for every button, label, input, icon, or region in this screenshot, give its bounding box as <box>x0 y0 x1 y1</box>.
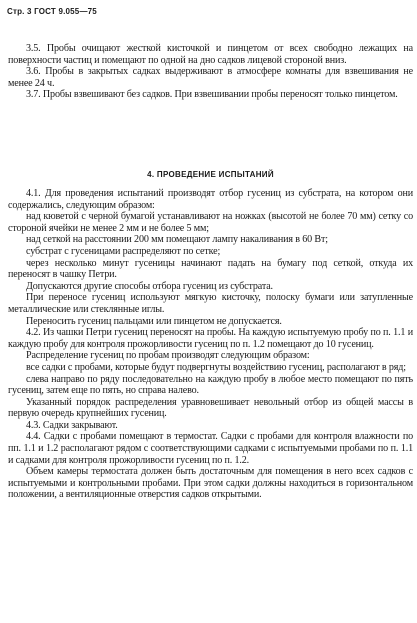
paragraph-lamp: над сеткой на расстоянии 200 мм помещают лампу накаливания в 60 Вт; <box>26 234 328 246</box>
paragraph-4-4: 4.4. Садки с пробами помещают в термостат. Садки с пробами для контроля влажности по пп. 1.1 и 1.2 располагают рядом с соответствующими садками с испытуемыми пробами по п. 1.1 и садками для контроля прожорливости гусениц по п. 1.2. <box>8 431 413 466</box>
paragraph-left-right: слева направо по ряду последовательно на каждую пробу в любое место помещают по пять гусениц, затем еще по пять, но справа налево. <box>8 373 413 397</box>
paragraph-4-1: 4.1. Для проведения испытаний производят отбор гусениц из субстрата, на котором они содержались, следующим образом: <box>8 188 413 211</box>
paragraph-row: все садки с пробами, которые будут подвергнуты воздействию гусениц, располагают в ряд; <box>26 361 406 373</box>
paragraph-distribution: Распределение гусениц по пробам производят следующим образом: <box>26 350 310 362</box>
paragraph-volume: Объем камеры термостата должен быть достаточным для помещения в него всех садков с испытуемыми и контрольными пробами. При этом садки должны находиться в горизонтальном положении, а вентиляционные отверстия садков открытыми. <box>8 466 413 501</box>
paragraph-3-7: 3.7. Пробы взвешивают без садков. При взвешивании пробы переносят только пинцетом. <box>26 89 398 101</box>
paragraph-falling: через несколько минут гусеницы начинают падать на бумагу под сеткой, откуда их переносят в чашку Петри. <box>8 257 413 281</box>
section-4 <box>8 188 413 501</box>
section-heading: 4. ПРОВЕДЕНИЕ ИСПЫТАНИЙ <box>147 170 274 179</box>
paragraph-no-fingers: Переносить гусениц пальцами или пинцетом не допускается. <box>26 315 282 327</box>
paragraph-substrate: субстрат с гусеницами распределяют по сетке; <box>26 245 221 257</box>
paragraph-3-5: 3.5. Пробы очищают жесткой кисточкой и пинцетом от всех свободно лежащих на поверхности частиц и помещают по одной на дно садков лицевой стороной вниз. <box>8 43 413 66</box>
paragraph-3-6: 3.6. Пробы в закрытых садках выдерживают в атмосфере комнаты для взвешивания не менее 24 ч. <box>8 66 413 89</box>
paragraph-4-2: 4.2. Из чашки Петри гусениц переносят на пробы. На каждую испытуемую пробу по п. 1.1 и каждую пробу для контроля прожорливости гусениц по п. 1.2 помещают до 10 гусениц. <box>8 327 413 350</box>
paragraph-balance: Указанный порядок распределения уравновешивает невольный отбор из общей массы в первую очередь крупнейших гусениц. <box>8 396 413 420</box>
page-header: Стр. 3 ГОСТ 9.055—75 <box>7 7 97 16</box>
paragraph-stand: над кюветой с черной бумагой устанавливают на ножках (высотой не более 70 мм) сетку со стороной ячейки не менее 2 мм и не более 5 мм; <box>8 211 413 234</box>
paragraph-other-methods: Допускаются другие способы отбора гусениц из субстрата. <box>26 280 273 292</box>
paragraph-4-3: 4.3. Садки закрывают. <box>26 419 118 431</box>
section-3-tail <box>8 43 413 101</box>
paragraph-transfer-tools: При переносе гусениц используют мягкую кисточку, полоску бумаги или затупленные металлические или стеклянные иглы. <box>8 292 413 315</box>
